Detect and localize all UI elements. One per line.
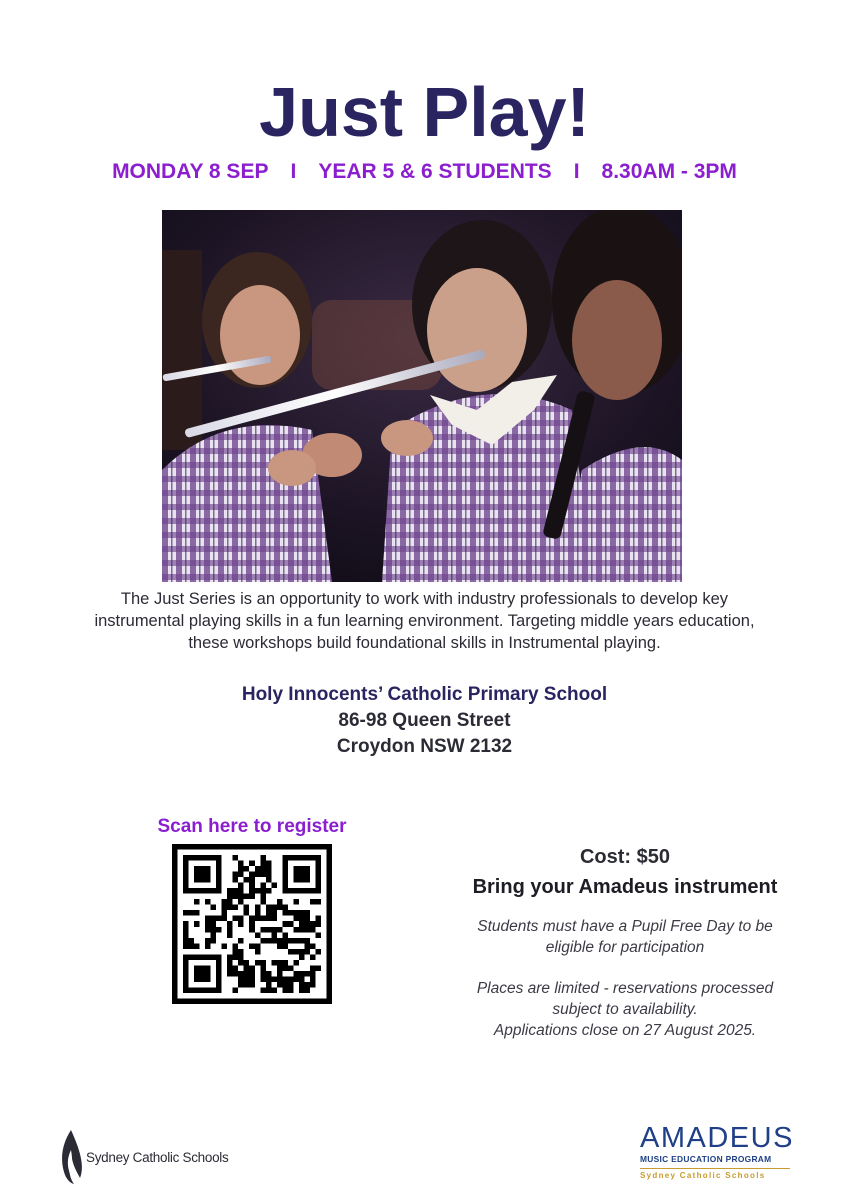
description-line: instrumental playing skills in a fun learning environment. Targeting middle years education,: [94, 612, 755, 630]
sydney-catholic-schools-text: Sydney Catholic Schools: [86, 1150, 229, 1165]
photo-illustration: [162, 210, 682, 582]
places-note: [440, 978, 810, 1041]
event-description: [30, 588, 819, 654]
amadeus-divider: [640, 1168, 790, 1169]
page-title: Just Play!: [259, 73, 590, 151]
event-date: MONDAY 8 SEP: [112, 160, 269, 183]
venue-name: Holy Innocents’ Catholic Primary School: [241, 684, 608, 705]
scan-register-label: Scan here to register: [157, 816, 347, 837]
note-line: subject to availability.: [552, 1001, 698, 1018]
event-audience: YEAR 5 & 6 STUDENTS: [318, 160, 552, 183]
description-line: these workshops build foundational skills in Instrumental playing.: [188, 634, 661, 652]
separator: I: [290, 160, 297, 183]
bring-instrument: Bring your Amadeus instrument: [472, 876, 778, 898]
amadeus-title: AMADEUS: [640, 1122, 794, 1154]
venue-street: 86-98 Queen Street: [338, 710, 511, 731]
sydney-catholic-schools-flame-icon: [56, 1128, 86, 1186]
pupil-free-note: [440, 916, 810, 958]
event-info: [440, 842, 810, 1041]
qr-code[interactable]: [162, 844, 342, 1004]
amadeus-program: MUSIC EDUCATION PROGRAM: [640, 1154, 772, 1164]
description-line: The Just Series is an opportunity to work with industry professionals to develop key: [120, 590, 729, 608]
event-time: 8.30AM - 3PM: [601, 160, 737, 183]
note-line: Applications close on 27 August 2025.: [493, 1022, 757, 1039]
venue-address: [0, 682, 849, 760]
note-line: Students must have a Pupil Free Day to be: [477, 918, 773, 935]
students-playing-flutes-photo: [162, 210, 682, 582]
venue-suburb: Croydon NSW 2132: [336, 736, 513, 757]
amadeus-logo: [640, 1122, 798, 1180]
separator: I: [573, 160, 580, 183]
cost: Cost: $50: [579, 846, 671, 868]
amadeus-sub: Sydney Catholic Schools: [640, 1171, 766, 1180]
note-line: Places are limited - reservations processed: [476, 980, 774, 997]
note-line: eligible for participation: [545, 939, 705, 956]
event-details: [0, 160, 849, 184]
